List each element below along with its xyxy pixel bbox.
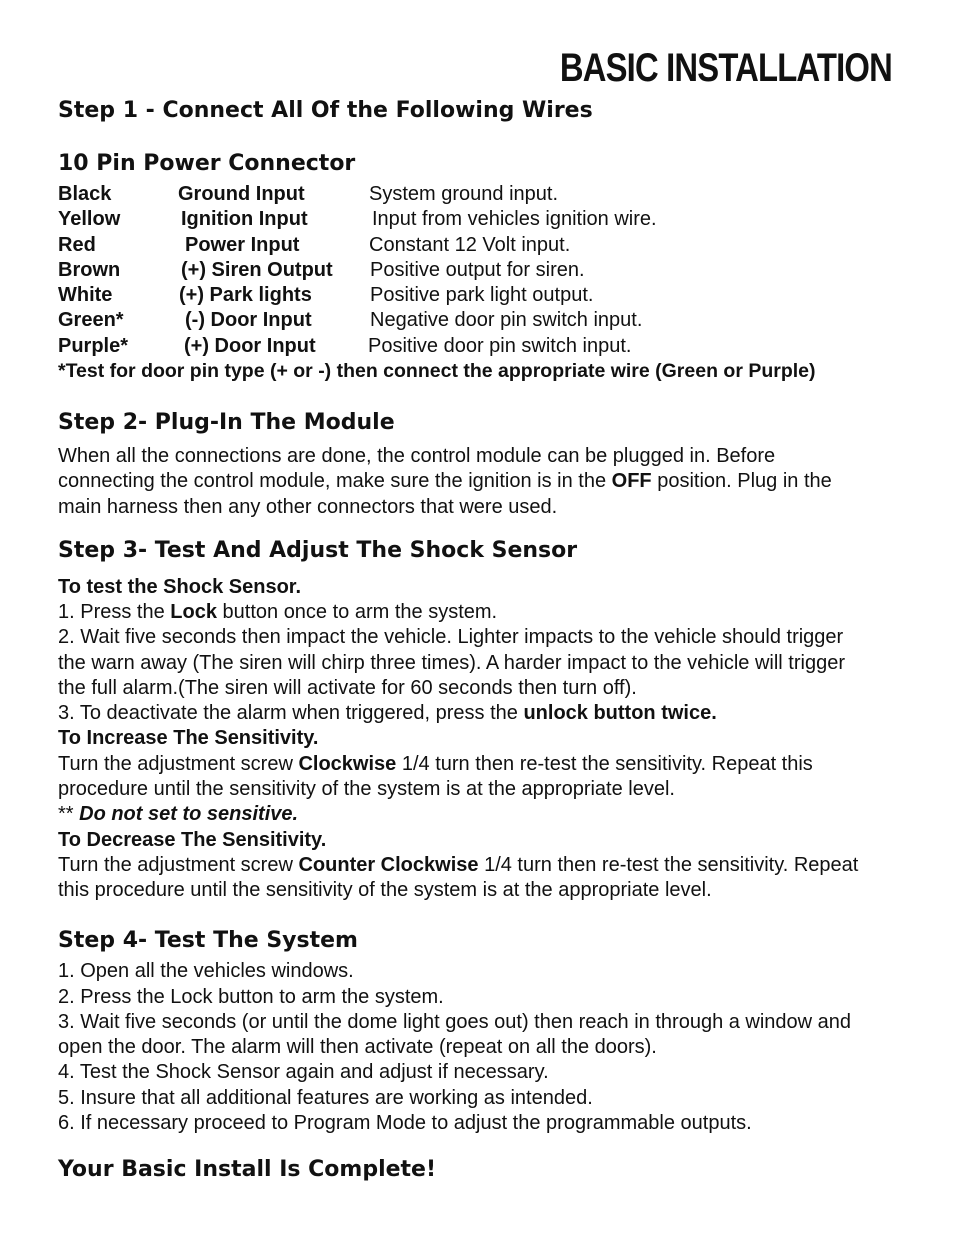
wire-function: Ignition Input — [181, 208, 308, 230]
step4-item: 5. Insure that all additional features are working as intended. — [58, 1087, 593, 1109]
off-keyword: OFF — [611, 470, 652, 492]
step2-paragraph-line: When all the connections are done, the control module can be plugged in. Before — [58, 445, 776, 467]
wire-description: Positive output for siren. — [370, 259, 585, 281]
step2-heading: Step 2- Plug-In The Module — [58, 410, 395, 435]
decrease-paragraph-line: this procedure until the sensitivity of the system is at the appropriate level. — [58, 879, 712, 901]
step3-item: 1. Press the Lock button once to arm the system. — [58, 601, 498, 623]
wire-color: Brown — [58, 259, 121, 281]
step4-item: 1. Open all the vehicles windows. — [58, 960, 354, 982]
step3-heading: Step 3- Test And Adjust The Shock Sensor — [58, 538, 578, 563]
step3-item: 2. Wait five seconds then impact the vehicle. Lighter impacts to the vehicle should trigger — [58, 626, 844, 648]
connector-heading: 10 Pin Power Connector — [58, 151, 356, 176]
page-title: BASIC INSTALLATION — [559, 46, 892, 90]
closing-heading: Your Basic Install Is Complete! — [58, 1157, 436, 1182]
wire-color: Yellow — [58, 208, 121, 230]
step4-heading: Step 4- Test The System — [58, 928, 358, 953]
step4-item: 4. Test the Shock Sensor again and adjust if necessary. — [58, 1061, 549, 1083]
wire-function: Power Input — [185, 234, 300, 256]
step3-item: the warn away (The siren will chirp three times). A harder impact to the vehicle will trigger — [58, 652, 845, 674]
door-pin-note: *Test for door pin type (+ or -) then connect the appropriate wire (Green or Purple) — [58, 360, 816, 382]
wire-description: Positive park light output. — [370, 284, 594, 306]
wire-color: White — [58, 284, 113, 306]
sensitivity-warning: ** Do not set to sensitive. — [58, 803, 299, 825]
step3-item: the full alarm.(The siren will activate for 60 seconds then turn off). — [58, 677, 637, 699]
step2-paragraph-line: connecting the control module, make sure the ignition is in the OFF position. Plug in the — [58, 470, 832, 492]
step4-item: open the door. The alarm will then activate (repeat on all the doors). — [58, 1036, 657, 1058]
wire-description: Negative door pin switch input. — [370, 309, 643, 331]
wire-description: Positive door pin switch input. — [368, 335, 632, 357]
wire-color: Red — [58, 234, 96, 256]
wire-color: Purple* — [58, 335, 129, 357]
step2-paragraph-line: main harness then any other connectors that were used. — [58, 496, 558, 518]
wire-color: Green* — [58, 309, 124, 331]
test-shock-subheading: To test the Shock Sensor. — [58, 576, 302, 598]
increase-paragraph-line: Turn the adjustment screw Clockwise 1/4 turn then re-test the sensitivity. Repeat this — [58, 753, 813, 775]
wire-color: Black — [58, 183, 112, 205]
step3-item: 3. To deactivate the alarm when triggered, press the unlock button twice. — [58, 702, 717, 724]
wire-description: Input from vehicles ignition wire. — [372, 208, 657, 230]
decrease-paragraph-line: Turn the adjustment screw Counter Clockwise 1/4 turn then re-test the sensitivity. Repeat — [58, 854, 859, 876]
step4-item: 2. Press the Lock button to arm the system. — [58, 986, 444, 1008]
decrease-sensitivity-subheading: To Decrease The Sensitivity. — [58, 829, 327, 851]
increase-paragraph-line: procedure until the sensitivity of the system is at the appropriate level. — [58, 778, 675, 800]
increase-sensitivity-subheading: To Increase The Sensitivity. — [58, 727, 319, 749]
wire-function: (-) Door Input — [185, 309, 312, 331]
wire-function: Ground Input — [178, 183, 305, 205]
wire-function: (+) Door Input — [184, 335, 316, 357]
wire-function: (+) Siren Output — [181, 259, 333, 281]
step4-item: 6. If necessary proceed to Program Mode to adjust the programmable outputs. — [58, 1112, 752, 1134]
wire-function: (+) Park lights — [179, 284, 312, 306]
wire-description: System ground input. — [369, 183, 558, 205]
wire-description: Constant 12 Volt input. — [369, 234, 571, 256]
step4-item: 3. Wait five seconds (or until the dome light goes out) then reach in through a window and — [58, 1011, 852, 1033]
step1-heading: Step 1 - Connect All Of the Following Wires — [58, 98, 593, 123]
